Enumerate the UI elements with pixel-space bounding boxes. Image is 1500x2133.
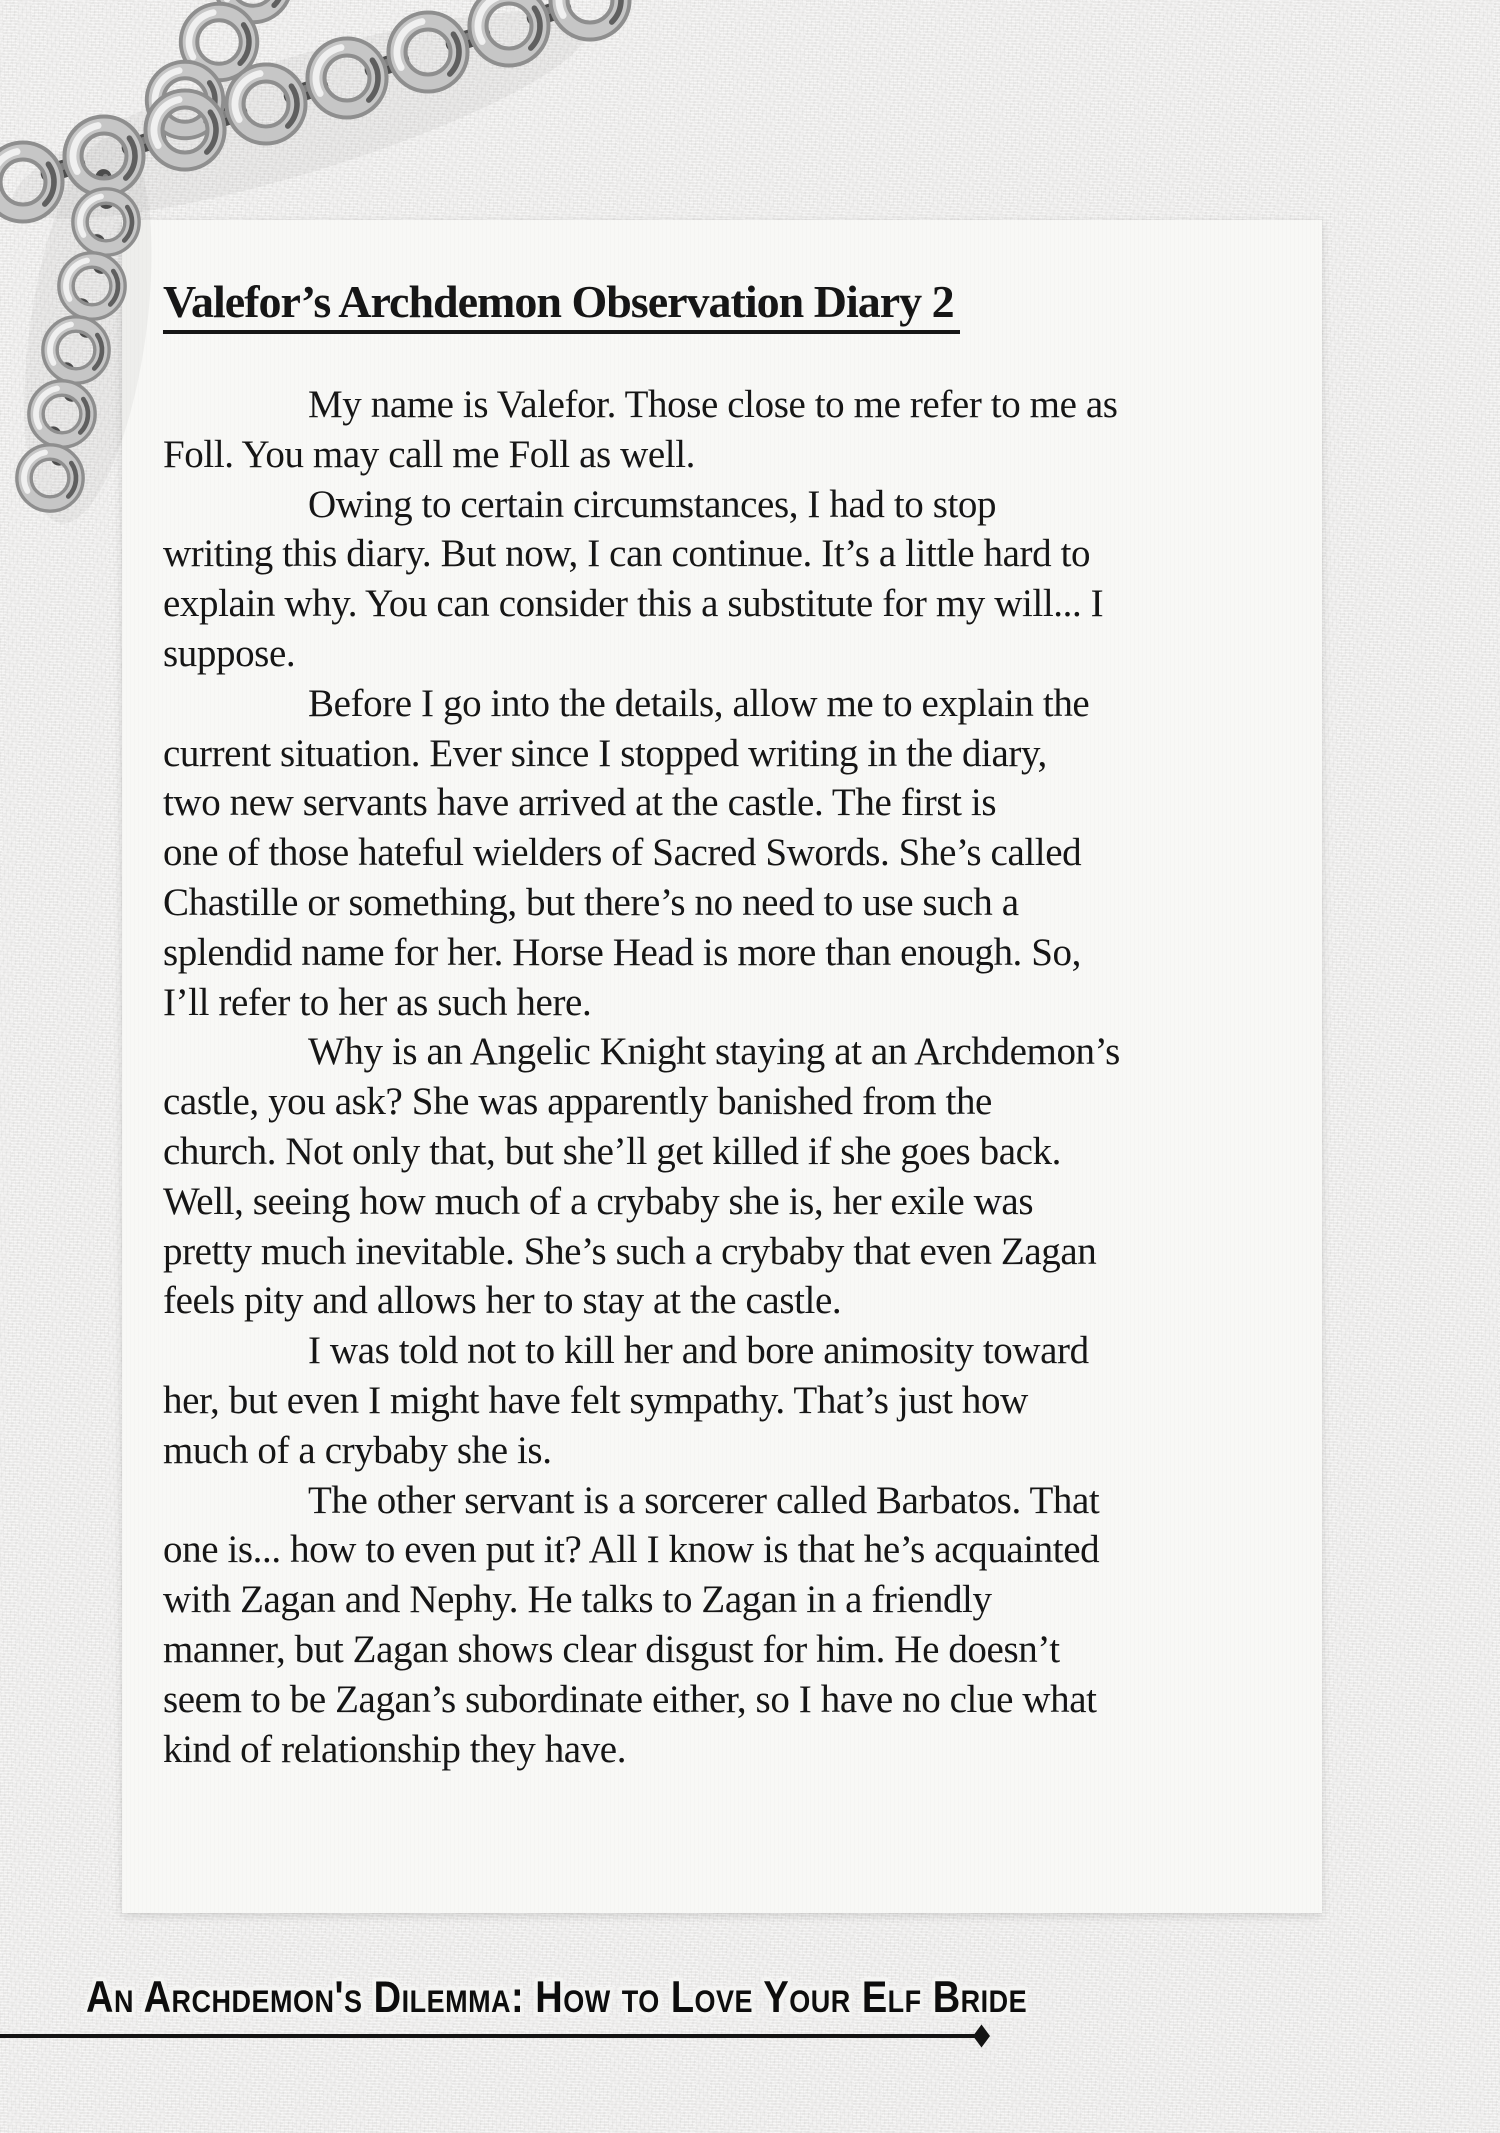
diary-line: seem to be Zagan’s subordinate either, so I have no clue what: [163, 1677, 1097, 1721]
diamond-icon: [973, 2025, 990, 2048]
diary-line: Chastille or something, but there’s no need to use such a: [163, 880, 1019, 924]
series-title: An Archdemon's Dilemma: How to Love Your Elf Bride: [86, 1973, 1028, 2023]
diary-line: I’ll refer to her as such here.: [163, 980, 592, 1024]
diary-line: splendid name for her. Horse Head is more than enough. So,: [163, 930, 1081, 974]
diary-line: kind of relationship they have.: [163, 1727, 627, 1771]
diary-line: Owing to certain circumstances, I had to stop: [308, 482, 997, 526]
diary-title: Valefor’s Archdemon Observation Diary 2: [163, 276, 960, 334]
diary-line: writing this diary. But now, I can continue. It’s a little hard to: [163, 532, 1091, 576]
diary-line: Why is an Angelic Knight staying at an Archdemon’s: [308, 1030, 1120, 1074]
diary-line: suppose.: [163, 631, 296, 675]
diary-line: pretty much inevitable. She’s such a crybaby that even Zagan: [163, 1229, 1097, 1273]
diary-line: explain why. You can consider this a substitute for my will... I: [163, 582, 1104, 626]
diary-line: castle, you ask? She was apparently banished from the: [163, 1080, 992, 1124]
diary-line: current situation. Ever since I stopped writing in the diary,: [163, 731, 1047, 775]
diary-line: Well, seeing how much of a crybaby she is, her exile was: [163, 1179, 1034, 1223]
diary-line: Foll. You may call me Foll as well.: [163, 432, 696, 476]
diary-line: My name is Valefor. Those close to me refer to me as: [308, 383, 1118, 426]
diary-line: church. Not only that, but she’ll get killed if she goes back.: [163, 1129, 1061, 1173]
diary-line: manner, but Zagan shows clear disgust for him. He doesn’t: [163, 1627, 1060, 1671]
diary-line: two new servants have arrived at the castle. The first is: [163, 781, 997, 825]
diary-line: her, but even I might have felt sympathy. That’s just how: [163, 1378, 1028, 1422]
diary-line: feels pity and allows her to stay at the castle.: [163, 1279, 842, 1323]
diary-line: with Zagan and Nephy. He talks to Zagan in a friendly: [163, 1578, 992, 1622]
diary-line: I was told not to kill her and bore animosity toward: [308, 1329, 1089, 1373]
diary-line: The other servant is a sorcerer called Barbatos. That: [308, 1478, 1100, 1522]
footer-rule: [0, 2034, 978, 2038]
diary-line: one is... how to even put it? All I know is that he’s acquainted: [163, 1528, 1100, 1572]
diary-line: Before I go into the details, allow me to explain the: [308, 681, 1090, 725]
diary-line: one of those hateful wielders of Sacred Swords. She’s called: [163, 831, 1082, 875]
diary-line: much of a crybaby she is.: [163, 1428, 552, 1472]
